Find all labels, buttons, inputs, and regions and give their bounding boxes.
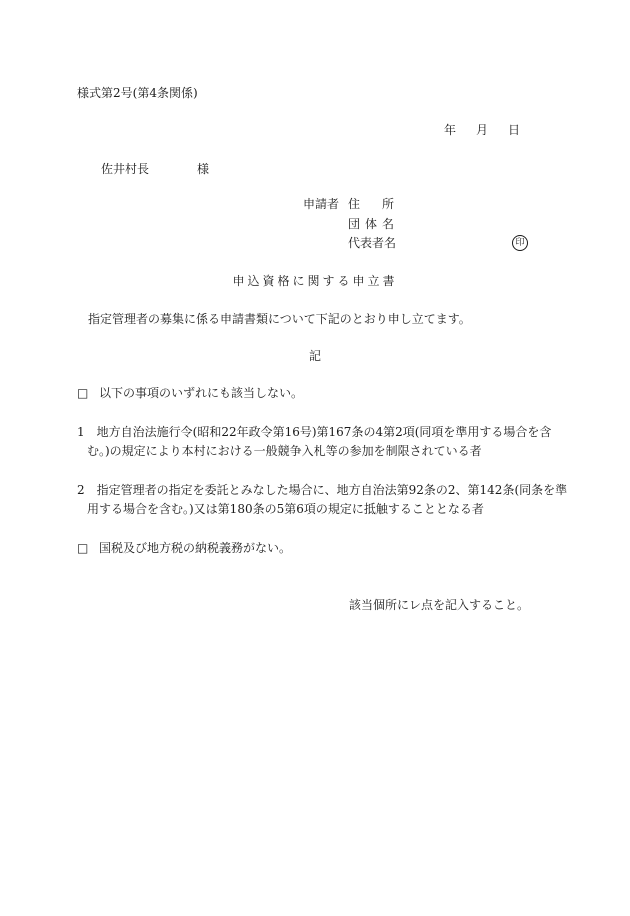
addressee-honorific: 様 [197,162,210,176]
intro-statement: 指定管理者の募集に係る申請書類について下記のとおり申し立てます。 [88,312,471,326]
check-item-no-tax-obligation [77,541,291,555]
item-2-line-2: 用する場合を含む。)又は第180条の5第6項の規定に抵触することとなる者 [87,502,484,516]
item-1-line-1: 1 地方自治法施行令(昭和22年政令第16号)第167条の4第2項(同項を準用する場合を含 [77,425,552,439]
date-line [444,123,520,137]
checkbox-square[interactable]: □ [77,541,89,555]
date-month-label: 月 [476,123,489,137]
date-year-label: 年 [444,123,457,137]
applicant-label: 申請者 [303,197,340,211]
checkbox-square[interactable]: □ [77,386,89,400]
check-item-text: 国税及び地方税の納税義務がない。 [99,541,292,555]
organization-label: 団体名 [348,217,400,231]
check-item-text: 以下の事項のいずれにも該当しない。 [99,386,304,400]
item-2-line-1: 2 指定管理者の指定を委託とみなした場合に、地方自治法第92条の2、第142条(同条を準 [77,483,568,497]
address-label: 住所 [348,197,417,211]
document-title: 申込資格に関する申立書 [232,274,398,288]
seal-mark: 印 [512,235,528,251]
ki-heading: 記 [308,349,321,363]
addressee [101,162,209,176]
date-day-label: 日 [508,123,521,137]
form-number: 様式第2号(第4条関係) [77,86,198,100]
representative-label: 代表者名 [348,236,397,250]
addressee-name: 佐井村長 [101,162,150,176]
check-item-not-applicable [77,386,303,400]
instruction-note: 該当個所にレ点を記入すること。 [349,598,530,612]
item-1-line-2: む。)の規定により本村における一般競争入札等の参加を制限されている者 [87,444,482,458]
